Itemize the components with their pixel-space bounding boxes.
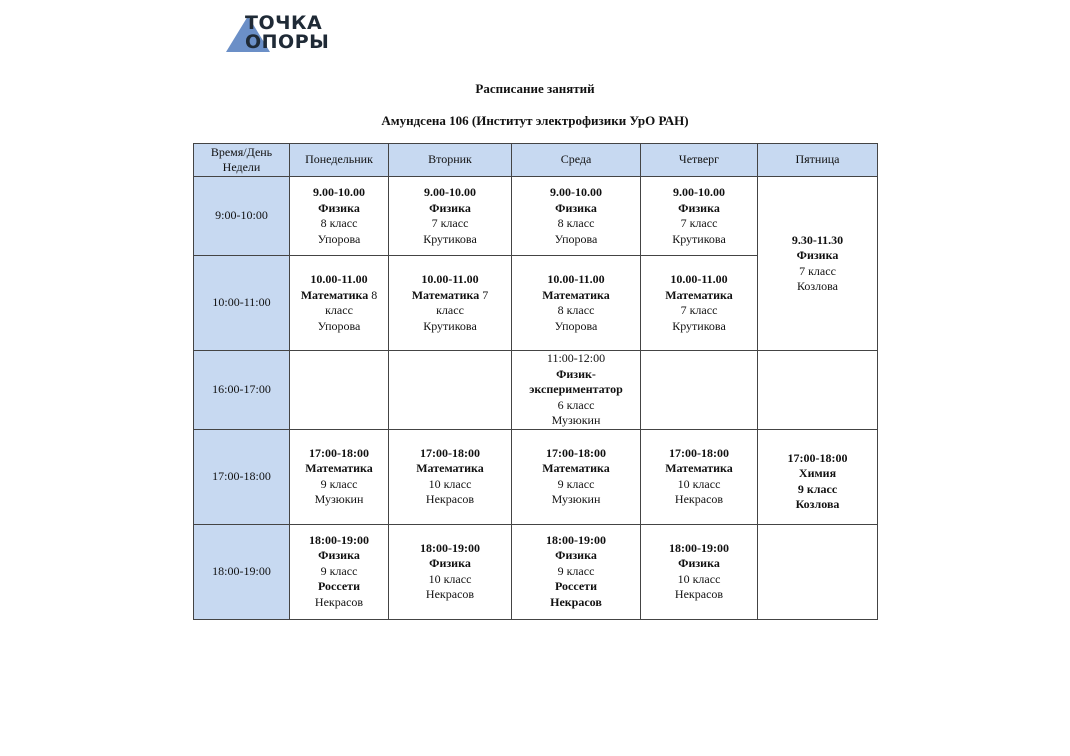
document-title: Расписание занятий — [475, 81, 595, 96]
lesson-grade: 8 класс — [320, 216, 358, 230]
lesson-cell — [389, 429, 512, 524]
header-day-tuesday: Вторник — [389, 144, 512, 177]
lesson-time: 10.00-11.00 — [670, 272, 728, 286]
table-row — [194, 524, 878, 619]
lesson-subject: Математика — [542, 461, 610, 475]
table-row — [194, 429, 878, 524]
lesson-grade: 7 класс — [799, 263, 836, 278]
lesson-teacher: Крутикова — [423, 318, 477, 333]
lesson-cell — [389, 256, 512, 351]
lesson-time: 9.00-10.00 — [550, 185, 602, 199]
schedule-table — [193, 143, 878, 620]
lesson-time: 17:00-18:00 — [787, 450, 848, 465]
lesson-time: 17:00-18:00 — [546, 445, 606, 460]
lesson-time: 18:00-19:00 — [309, 532, 369, 547]
lesson-subject: Физика — [429, 556, 471, 570]
lesson-grade: 6 класс — [557, 397, 595, 412]
lesson-subject: Математика — [542, 287, 610, 302]
lesson-cell — [290, 177, 389, 256]
lesson-grade: 9 класс — [557, 563, 595, 578]
table-row — [194, 351, 878, 430]
header-corner: Время/День Недели — [194, 144, 290, 177]
lesson-time: 10.00-11.00 — [547, 272, 605, 286]
lesson-cell — [389, 177, 512, 256]
lesson-teacher: Упорова — [317, 318, 361, 333]
lesson-subject: Физика — [429, 200, 471, 215]
lesson-grade: 9 класс — [320, 563, 358, 578]
lesson-teacher: Некрасов — [425, 587, 475, 601]
header-day-wednesday: Среда — [512, 144, 641, 177]
lesson-cell — [290, 256, 389, 351]
logo-line-1: ТОЧКА — [245, 12, 323, 34]
lesson-subject: Физика — [678, 200, 720, 215]
lesson-teacher: Упорова — [554, 318, 598, 333]
lesson-subject: Физика — [796, 248, 839, 262]
lesson-time: 11:00-12:00 — [546, 351, 606, 365]
lesson-grade: 7 класс — [431, 216, 469, 230]
lesson-grade-number: 7 — [482, 287, 489, 302]
empty-cell — [641, 351, 758, 430]
lesson-grade: 10 класс — [677, 476, 721, 491]
time-slot: 18:00-19:00 — [194, 524, 290, 619]
lesson-teacher: Упорова — [554, 231, 598, 246]
lesson-time: 10.00-11.00 — [310, 272, 368, 286]
lesson-time: 9.30-11.30 — [791, 232, 844, 247]
lesson-subject: Математика — [665, 461, 733, 475]
lesson-subject: Физика — [318, 200, 360, 215]
time-slot: 9:00-10:00 — [194, 177, 290, 256]
lesson-teacher: Некрасов — [674, 492, 724, 506]
lesson-cell — [512, 351, 641, 430]
logo-text — [245, 14, 329, 52]
document-subtitle: Амундсена 106 (Институт электрофизики УрО РАН) — [381, 113, 689, 128]
lesson-subject-line — [391, 288, 509, 304]
lesson-teacher: Крутикова — [423, 231, 477, 246]
lesson-teacher: Некрасов — [314, 594, 364, 609]
lesson-subject: Математика — [665, 287, 733, 302]
lesson-teacher: Некрасов — [674, 587, 724, 601]
lesson-grade-word: класс — [436, 303, 464, 317]
lesson-cell — [389, 524, 512, 619]
lesson-grade: 10 класс — [677, 571, 721, 586]
lesson-time: 17:00-18:00 — [309, 445, 369, 460]
lesson-cell — [290, 524, 389, 619]
lesson-subject-line — [292, 288, 386, 304]
lesson-time: 17:00-18:00 — [420, 445, 480, 460]
lesson-time: 18:00-19:00 — [546, 532, 606, 547]
header-day-monday: Понедельник — [290, 144, 389, 177]
header-row — [194, 144, 878, 177]
lesson-teacher: Козлова — [797, 279, 838, 293]
lesson-teacher: Некрасов — [550, 594, 602, 609]
lesson-subject: экспериментатор — [529, 382, 623, 396]
lesson-subject: Физика — [318, 548, 360, 563]
lesson-grade: 9 класс — [320, 476, 358, 491]
logo-line-2: ОПОРЫ — [245, 31, 330, 53]
lesson-cell — [512, 429, 641, 524]
lesson-grade-word: класс — [325, 303, 353, 317]
lesson-time: 9.00-10.00 — [313, 185, 365, 199]
lesson-cell — [641, 429, 758, 524]
lesson-grade: 7 класс — [680, 303, 718, 317]
lesson-teacher: Крутикова — [672, 318, 726, 333]
lesson-subject: Химия — [798, 466, 837, 480]
lesson-teacher: Упорова — [317, 231, 361, 246]
lesson-teacher: Музюкин — [551, 413, 601, 427]
lesson-cell — [512, 524, 641, 619]
lesson-teacher: Музюкин — [314, 492, 364, 506]
lesson-subject: Математика — [300, 287, 369, 302]
lesson-grade: 10 класс — [428, 571, 472, 586]
lesson-cell — [641, 256, 758, 351]
lesson-time: 10.00-11.00 — [421, 272, 479, 286]
lesson-teacher: Некрасов — [425, 492, 475, 506]
lesson-grade: 9 класс — [557, 476, 595, 491]
lesson-subject: Физик- — [556, 366, 596, 381]
table-row — [194, 177, 878, 256]
lesson-grade: 10 класс — [428, 476, 472, 491]
lesson-teacher: Крутикова — [672, 231, 726, 246]
lesson-cell — [512, 177, 641, 256]
lesson-time: 18:00-19:00 — [669, 540, 729, 555]
lesson-subject: Математика — [305, 461, 373, 475]
tochka-opory-logo — [226, 14, 356, 58]
lesson-cell — [512, 256, 641, 351]
lesson-subject: Математика — [411, 287, 480, 302]
time-slot: 10:00-11:00 — [194, 256, 290, 351]
lesson-cell — [641, 524, 758, 619]
lesson-cell — [758, 177, 878, 351]
lesson-cell — [641, 177, 758, 256]
lesson-cell — [290, 429, 389, 524]
lesson-grade: 9 класс — [797, 481, 838, 496]
header-day-thursday: Четверг — [641, 144, 758, 177]
empty-cell — [290, 351, 389, 430]
header-day-friday: Пятница — [758, 144, 878, 177]
lesson-time: 18:00-19:00 — [420, 540, 480, 555]
lesson-time: 9.00-10.00 — [673, 185, 725, 199]
lesson-cell — [758, 429, 878, 524]
empty-cell — [758, 351, 878, 430]
empty-cell — [389, 351, 512, 430]
lesson-teacher: Козлова — [795, 497, 840, 511]
lesson-subject: Физика — [555, 200, 597, 215]
lesson-subject: Математика — [416, 461, 484, 475]
lesson-time: 17:00-18:00 — [669, 445, 729, 460]
lesson-subject: Физика — [678, 556, 720, 570]
time-slot: 17:00-18:00 — [194, 429, 290, 524]
lesson-teacher: Музюкин — [551, 492, 601, 506]
lesson-org: Россети — [318, 579, 360, 594]
lesson-grade: 8 класс — [557, 303, 595, 317]
lesson-org: Россети — [555, 579, 597, 594]
lesson-time: 9.00-10.00 — [424, 185, 476, 199]
lesson-subject: Физика — [555, 548, 597, 563]
lesson-grade-number: 8 — [371, 287, 378, 302]
empty-cell — [758, 524, 878, 619]
lesson-grade: 8 класс — [557, 216, 595, 230]
time-slot: 16:00-17:00 — [194, 351, 290, 430]
lesson-grade: 7 класс — [680, 216, 718, 230]
